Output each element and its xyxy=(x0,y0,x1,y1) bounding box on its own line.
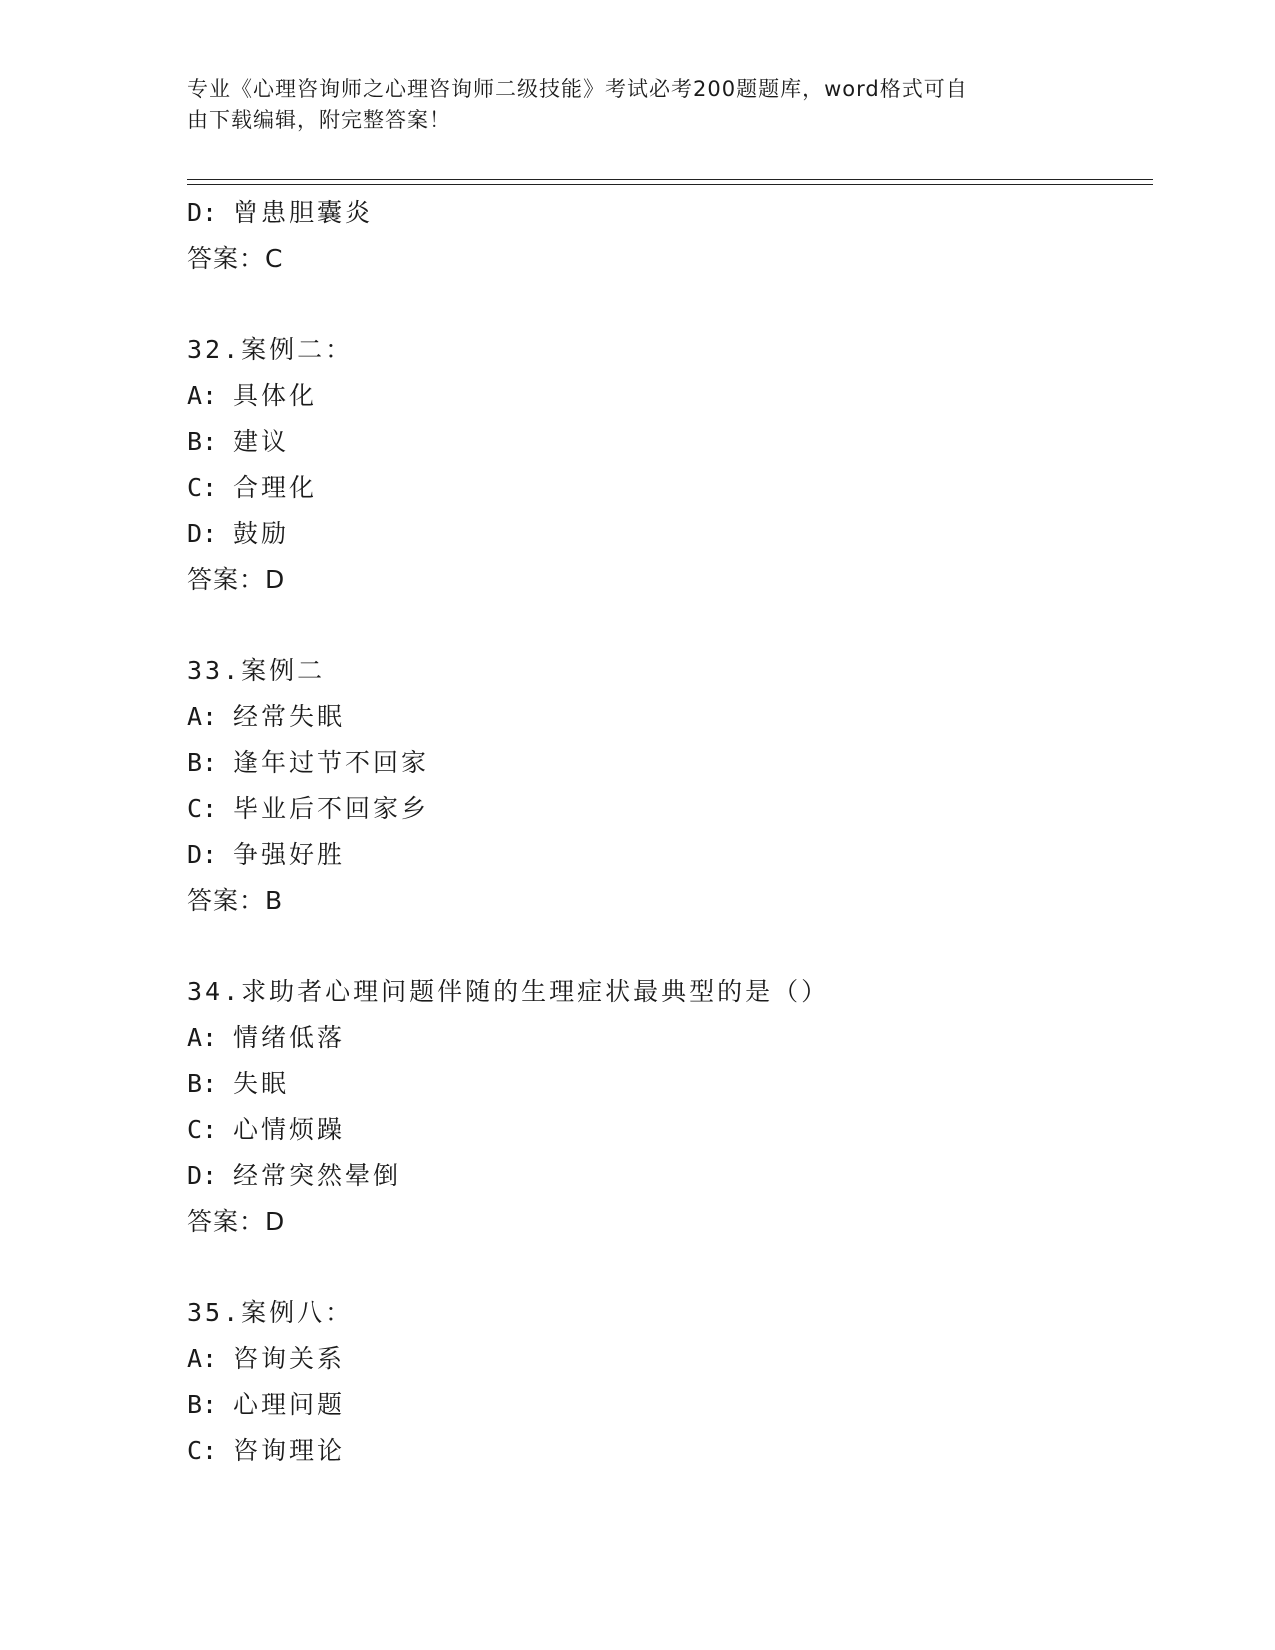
option-line xyxy=(187,1153,1153,1199)
option-line xyxy=(187,1428,1153,1474)
question-stem: 33.案例二 xyxy=(187,656,326,685)
option-text: 心理问题 xyxy=(233,1390,346,1419)
option-text: 咨询关系 xyxy=(233,1344,346,1373)
option-line xyxy=(187,740,1153,786)
answer-line: 答案：D xyxy=(187,1207,286,1236)
option-label: B: xyxy=(187,427,218,456)
option-label: D: xyxy=(187,840,218,869)
option-label: A: xyxy=(187,1023,218,1052)
option-label: A: xyxy=(187,381,218,410)
question-stem: 35.案例八： xyxy=(187,1298,354,1327)
option-text: 逢年过节不回家 xyxy=(233,748,430,777)
option-line xyxy=(187,511,1153,557)
header-rule-bottom xyxy=(187,184,1153,185)
option-label: D: xyxy=(187,519,218,548)
option-text: 合理化 xyxy=(233,473,318,502)
option-line xyxy=(187,1336,1153,1382)
answer-line: 答案：D xyxy=(187,565,286,594)
option-label: C: xyxy=(187,473,218,502)
option-label: A: xyxy=(187,702,218,731)
option-text: 争强好胜 xyxy=(233,840,346,869)
option-line xyxy=(187,832,1153,878)
option-text: 曾患胆囊炎 xyxy=(233,198,374,227)
header-rule-top xyxy=(187,179,1153,180)
option-text: 心情烦躁 xyxy=(233,1115,346,1144)
answer-line: 答案：B xyxy=(187,886,284,915)
option-label: B: xyxy=(187,1069,218,1098)
option-line xyxy=(187,1107,1153,1153)
option-label: C: xyxy=(187,1436,218,1465)
question-stem: 32.案例二： xyxy=(187,335,354,364)
option-text: 经常突然晕倒 xyxy=(233,1161,402,1190)
option-text: 毕业后不回家乡 xyxy=(233,794,430,823)
option-line xyxy=(187,694,1153,740)
option-line xyxy=(187,465,1153,511)
option-text: 失眠 xyxy=(233,1069,290,1098)
option-line xyxy=(187,1382,1153,1428)
option-line xyxy=(187,1061,1153,1107)
document-header xyxy=(187,74,1067,136)
option-label: C: xyxy=(187,1115,218,1144)
option-label: B: xyxy=(187,748,218,777)
option-text: 鼓励 xyxy=(233,519,290,548)
option-text: 具体化 xyxy=(233,381,318,410)
option-line xyxy=(187,373,1153,419)
option-line xyxy=(187,419,1153,465)
option-label: A: xyxy=(187,1344,218,1373)
question-stem: 34.求助者心理问题伴随的生理症状最典型的是（） xyxy=(187,977,830,1006)
option-text: 建议 xyxy=(233,427,290,456)
option-text: 咨询理论 xyxy=(233,1436,346,1465)
option-line xyxy=(187,190,1153,236)
option-label: B: xyxy=(187,1390,218,1419)
option-line xyxy=(187,786,1153,832)
option-label: C: xyxy=(187,794,218,823)
question-list xyxy=(187,190,1153,1474)
header-line-1: 专业《心理咨询师之心理咨询师二级技能》考试必考200题题库，word格式可自 xyxy=(187,77,968,101)
answer-line: 答案：C xyxy=(187,244,284,273)
option-text: 情绪低落 xyxy=(233,1023,346,1052)
option-line xyxy=(187,1015,1153,1061)
option-label: D: xyxy=(187,1161,218,1190)
option-text: 经常失眠 xyxy=(233,702,346,731)
option-label: D: xyxy=(187,198,218,227)
header-line-2: 由下载编辑，附完整答案！ xyxy=(187,108,451,132)
